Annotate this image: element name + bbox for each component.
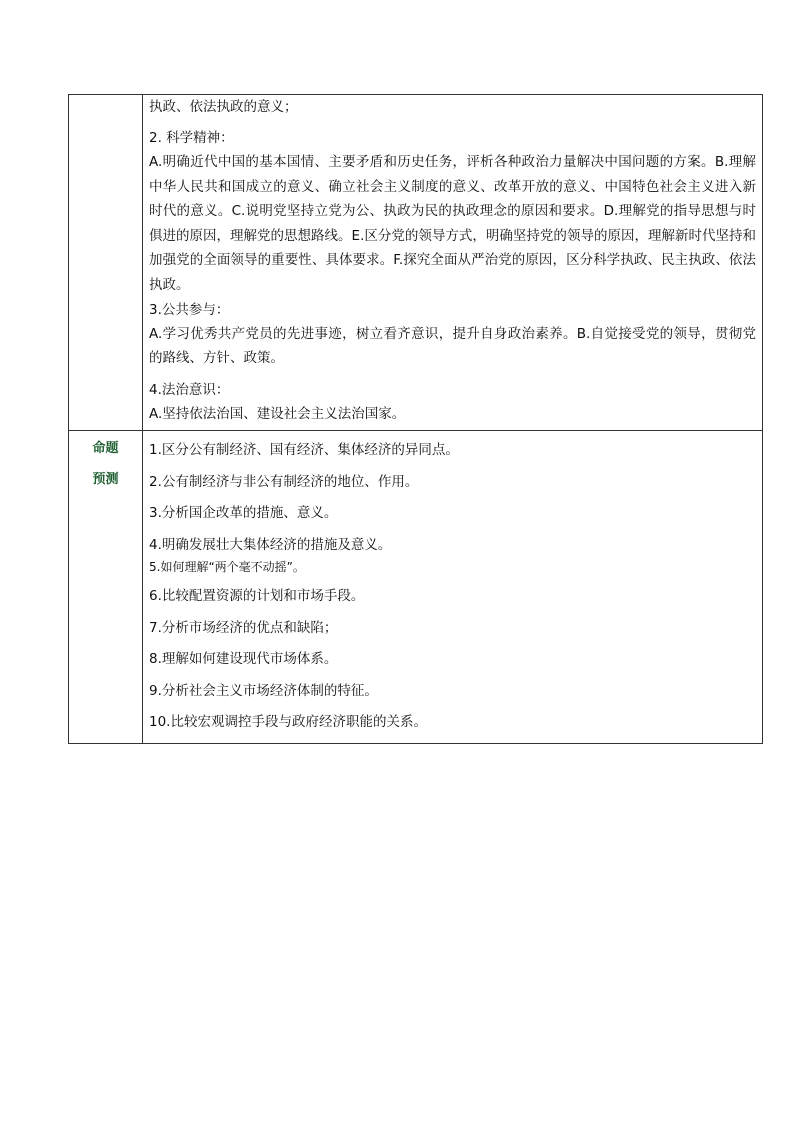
list-item: 6.比较配置资源的计划和市场手段。 [149, 588, 365, 605]
section-heading-participation: 3.公共参与： [149, 301, 230, 318]
list-item: 8.理解如何建设现代市场体系。 [149, 651, 338, 668]
list-item: 7.分析市场经济的优点和缺陷； [149, 619, 338, 636]
literacy-content-cell [143, 95, 763, 431]
list-item: 1.区分公有制经济、国有经济、集体经济的异同点。 [149, 442, 459, 459]
section-body-law: A.坚持依法治国、建设社会主义法治国家。 [149, 405, 406, 422]
list-item: 9.分析社会主义市场经济体制的特征。 [149, 682, 378, 699]
list-item: 10.比较宏观调控手段与政府经济职能的关系。 [149, 714, 427, 731]
prediction-content-cell [143, 431, 763, 744]
prediction-list [143, 431, 762, 743]
list-item: 2.公有制经济与非公有制经济的地位、作用。 [149, 473, 419, 490]
list-item: 3.分析国企改革的措施、意义。 [149, 505, 338, 522]
section-heading-science: 2. 科学精神： [149, 130, 234, 146]
section-heading-law: 4.法治意识： [149, 381, 230, 398]
content-table [68, 94, 763, 744]
section-body-participation: A.学习优秀共产党员的先进事迹，树立看齐意识，提升自身政治素养。B.自觉接受党的领导，贯彻党的路线、方针、政策。 [149, 325, 756, 367]
list-item: 4.明确发展壮大集体经济的措施及意义。 [149, 536, 392, 553]
prediction-row [69, 431, 763, 744]
section-body-science: A.明确近代中国的基本国情、主要矛盾和历史任务，评析各种政治力量解决中国问题的方案。B.理解中华人民共和国成立的意义、确立社会主义制度的意义、改革开放的意义、中国特色社会主义进入新时代的意义。C.说明党坚持立党为公、执政为民的执政理念的原因和要求。D.理解党的指导思想与时俱进的原因，理解党的思想路线。E.区分党的领导方式，明确坚持党的领导的原因，理解新时代坚持和加强党的全面领导的重要性、具体要求。F.探究全面从严治党的原因，区分科学执政、民主执政、依法执政。 [149, 154, 756, 293]
prediction-label-cell [69, 431, 143, 744]
prediction-label-line2: 预测 [92, 472, 119, 488]
prediction-label-line1: 命题 [92, 441, 119, 457]
literacy-label-cell [69, 95, 143, 431]
literacy-row [69, 95, 763, 431]
intro-text: 执政、依法执政的意义； [149, 99, 298, 115]
list-item: 5.如何理解“两个毫不动摇”。 [149, 560, 305, 575]
